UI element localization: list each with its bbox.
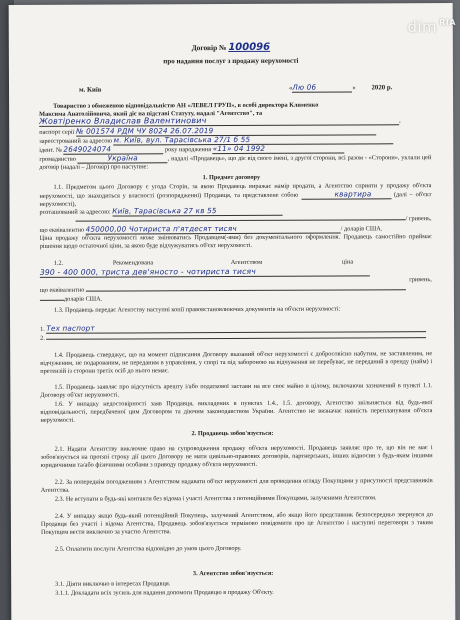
- ident-row: ідент. № 2649024074 року народження «11» 04 1992: [39, 144, 431, 155]
- section-3-title: 3. Агентство зобов'язується:: [192, 569, 274, 578]
- price-note: Ціна продажу об'єкта нерухомості може змінюватись Продавцем(-ями) без документального оформлення. Продавець самостійно приймає рішення щодо остаточної ціни, за якою буде відчужуватись об'єкт нерухомості.: [39, 233, 432, 250]
- clause-2-3: 2.3. Не вступати в будь-які контакти без відома і участі Агентства з потенційними Покупцями, залученими Агентством.: [54, 494, 377, 503]
- located-row: розташований за адресою: Київ, Тарасівська 27 кв 55: [40, 206, 432, 217]
- grn-row: / гривень,: [40, 215, 432, 225]
- intro-line-1: Товариство з обмеженою відповідальністю АН «ЛЕВЕЛ ГРУП», в особі директора Клименко: [53, 101, 319, 110]
- clause-1-2-grn-row: гривень,: [409, 276, 432, 284]
- address-hand: м. Київ, вул. Тарасівська 27/1 б 55: [114, 135, 394, 145]
- clause-3-1: 3.1. Діяти виключно в інтересах Продавця.: [55, 580, 171, 588]
- clause-2-5: 2.5. Оплатити послуги Агентства відповідно до умов цього Договору.: [55, 544, 242, 553]
- section-1-title: 1. Предмет договору: [202, 173, 261, 182]
- passport-hand: № 001574 РДМ ЧУ 8024 26.07.2019: [76, 126, 376, 136]
- clause-1-6: 1.6. У випадку недостовірності заяв Продавця, викладених в пунктах 1.4., 1.5. договору, Агентство звільняється від будь-якої відповідальності, передбаченої цим Договором та діючим законодавством України. Агентство не визначає навність переплануваня об'єкта нерухомості.: [40, 399, 433, 424]
- clause-1-2-equiv-row: що еквівалентно: [40, 285, 432, 295]
- client-name-hand: Жовтіренко Владислав Валентинович: [39, 116, 399, 126]
- clause-1-5: 1.5. Продавець заявляє про відсутність арешту і/або податкової застави на все своє майно в цілому, включаючи зазначений в пункті 1.1. Договору об'єкт нерухомості.: [40, 382, 433, 399]
- recommended-price-hand: 390 - 400 000, триста дев'яносто - чотириста тисяч: [40, 267, 370, 277]
- contract-title: Договір №: [191, 43, 227, 53]
- doc-list-item-2: 2.: [40, 333, 432, 343]
- clause-1-2-row: 1.2. Рекомендована Агентством ціна: [53, 258, 354, 267]
- contract-number: 100096: [228, 41, 271, 54]
- clause-2-4: 2.4. У випадку якщо будь-який потенційний Покупець, залучений Агентством, або якщо його представник безпосередньо звернувся до Продавця без участі і відома Агентства, Продавець зобов'язується терміново повідомити про це Агентство і наступні переговори з таким Покупцем вести виключно за участю Агентства.: [40, 511, 433, 536]
- ident-hand: 2649024074: [63, 145, 163, 154]
- citizen-hand: Україна: [78, 154, 168, 163]
- equiv-row: що еквівалентно 450000,00 Чотириста п'ятдесят тисяч / доларів США.: [39, 223, 383, 234]
- equiv-hand: 450000,00 Чотириста п'ятдесят тисяч: [86, 225, 341, 235]
- address-row: зареєстрований за адресою м. Київ, вул. Тарасівська 27/1 б 55: [39, 135, 431, 146]
- clause-1-4: 1.4. Продавець стверджує, що на момент підписання Договору вказаний об'єкт нерухомості є добросовісно набутим, не заставленим, не відчуженим, не подарованим, не переданим в управління, у спорі та під забороною на відчуження не перебуває, не переданий в оренду (найм) і претензій із сторони третіх осіб до нього немає.: [40, 350, 433, 375]
- located-hand: Київ, Тарасівська 27 кв 55: [112, 207, 282, 217]
- contract-subtitle: про надання послуг з продажу нерухомості: [163, 56, 299, 66]
- clause-1-1: 1.1. Предметом цього Договору є угода Сторін, за якою Продавець виражає намір продати, а Агентство сприяти у продажу об'єкта нерухомості, що знаходиться у власності (розпорядженні) Продавця, та представлене собою квартира (далі – об'єкт нерухомості),: [39, 182, 432, 208]
- object-hand: квартира: [301, 190, 391, 199]
- clause-2-2: 2.2. За попереднім погодженням з Агентством надавати об'єкт нерухомості для проведення огляду Покупцями у присутності представників Агентства.: [40, 477, 433, 494]
- passport-row: паспорт серії № 001574 РДМ ЧУ 8024 26.07.2019: [39, 126, 431, 137]
- city: м. Київ: [79, 86, 102, 94]
- contract-date-hand: Лю 06: [292, 83, 352, 92]
- doc-list-item-1-hand: Тех паспорт: [46, 323, 426, 334]
- contract-year: 2020 р.: [371, 84, 393, 92]
- doc-list-item-1: 1. Тех паспорт: [40, 323, 432, 334]
- clause-1-2-usd-row: доларів США.: [40, 294, 432, 304]
- contract-title-row: [9, 43, 453, 53]
- section-2-title: 2. Продавець зобов'язується:: [191, 429, 274, 438]
- clause-2-1: 2.1. Надати Агентству виключне право на супроводження продажу об'єкта нерухомості. Продавець заявляє про те, що він не має і зобов'язується на протязі строку дії цього Договору не мати цивільно-правових договорів, партнерських, інших відносин з будь-яким іншими юридичними та/або фізичними особами з приводу продажу об'єкта нерухомості.: [40, 444, 433, 469]
- clause-3-1-1: 3.1.1. Докладати всіх зусиль для надання допомоги Продавцю в продажу Об'єкту.: [55, 588, 274, 597]
- born-hand: «11» 04 1992: [213, 145, 345, 154]
- intro-line-2: Максима Анатолійовича, який діє на підставі Статуту, надалі "Агентство", та: [39, 109, 263, 118]
- client-name-row: Жовтіренко Владислав Валентинович ,: [39, 116, 401, 126]
- clause-1-3: 1.3. Продавець передає Агентству наступні копії правовстановлюючих документів на об'єкти нерухомості:: [53, 305, 341, 314]
- contract-page: [9, 3, 456, 620]
- site-watermark: dim $^{RIA}$: [407, 18, 456, 36]
- date-row: «Лю 06 » 2020 р.: [289, 82, 393, 92]
- citizen-row: громадянство Україна , надалі «Продавець», що діє від свого імені, з другої сторони, всі разом - «Сторони», уклали цей договір (надалі – Договір) про наступне:: [39, 153, 432, 171]
